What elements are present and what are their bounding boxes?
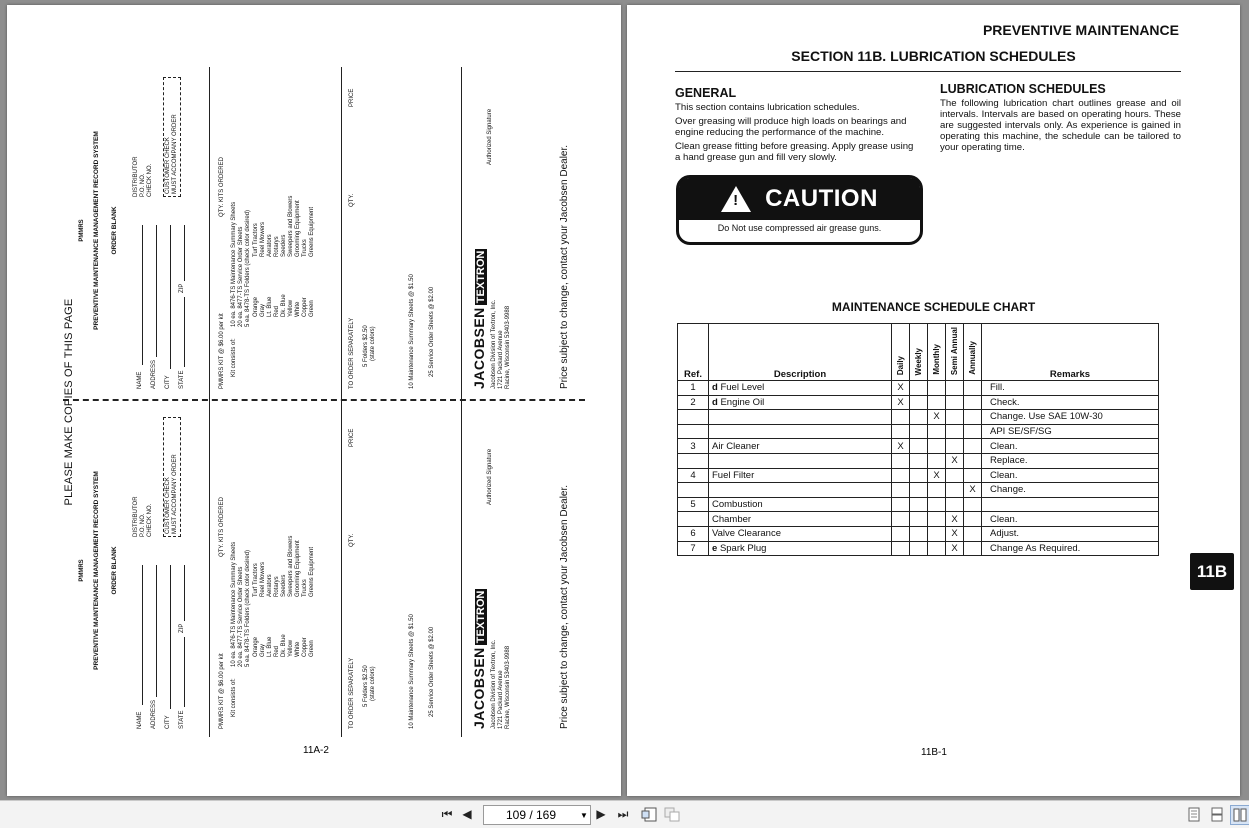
address-line-3: Racine, Wisconsin 53403-9988: [505, 645, 511, 729]
machine-item: Rotarys: [274, 236, 280, 257]
kit-item-1: 10 ea. 8476-TS Maintenance Summary Sheets: [231, 541, 237, 667]
check-note-2: MUST ACCOMPANY ORDER: [172, 454, 178, 534]
address-line-1: Jacobsen Division of Textron, Inc.: [491, 299, 497, 389]
form-copy-b: [63, 64, 585, 397]
running-header: PREVENTIVE MAINTENANCE: [982, 22, 1179, 38]
two-page-view-icon[interactable]: [1230, 805, 1249, 825]
machine-item: Aerators: [267, 234, 273, 257]
section-title: SECTION 11B. LUBRICATION SCHEDULES: [791, 48, 1076, 64]
name-field[interactable]: [137, 565, 143, 705]
table-row: [678, 453, 1159, 468]
summary-sheets-line: 10 Maintenance Summary Sheets @ $1.50: [409, 614, 415, 729]
table-row: [678, 526, 1159, 541]
color-item[interactable]: Red: [274, 305, 280, 317]
fit-page-icon[interactable]: [640, 805, 658, 823]
check-note-1: CUSTOMER CHECK: [165, 137, 171, 194]
cell-monthly: [928, 526, 946, 541]
system-title: PREVENTIVE MAINTENANCE MANAGEMENT RECORD SYSTEM: [93, 131, 100, 330]
cell-annual: X: [964, 483, 982, 498]
viewer-toolbar: [0, 800, 1249, 828]
cell-daily: X: [892, 439, 910, 454]
machine-item: Trucks: [302, 579, 308, 597]
cell-ref: [678, 424, 709, 439]
cell-weekly: [910, 381, 928, 396]
caution-box: [676, 175, 923, 245]
kit-consists-label: Kit consists of:: [231, 678, 237, 717]
color-item[interactable]: Gray: [260, 643, 266, 657]
program-label: PMMRS: [79, 559, 85, 582]
cell-monthly: [928, 439, 946, 454]
cell-annual: [964, 512, 982, 527]
cell-desc-text: Fuel Filter: [712, 469, 755, 481]
cell-ref: [678, 483, 709, 498]
kit-item-3: 5 ea. 8478-TS Folders (check color desired): [245, 549, 251, 667]
lube-heading: LUBRICATION SCHEDULES: [940, 82, 1106, 96]
caution-header: [679, 178, 920, 220]
cell-daily: X: [892, 381, 910, 396]
chart-title: MAINTENANCE SCHEDULE CHART: [831, 300, 1036, 314]
address-line-2: 1721 Packard Avenue: [498, 670, 504, 729]
divider-line: [341, 67, 342, 737]
cell-daily: [892, 468, 910, 483]
color-item[interactable]: Yellow: [288, 299, 294, 317]
cell-semi: [946, 381, 964, 396]
table-row: [678, 468, 1159, 483]
cell-remarks: Clean.: [982, 468, 1159, 483]
table-row: [678, 424, 1159, 439]
cell-monthly: [928, 395, 946, 410]
cell-semi: [946, 395, 964, 410]
caution-title: CAUTION: [765, 185, 878, 212]
signature-label: Authorized Signature: [487, 108, 493, 165]
cell-annual: [964, 541, 982, 556]
cell-weekly: [910, 526, 928, 541]
service-sheets-line: 25 Service Order Sheets @ $2.00: [429, 626, 435, 717]
cell-description: [709, 497, 892, 512]
caution-message: Do Not use compressed air grease guns.: [717, 223, 882, 233]
jacobsen-logo: JACOBSENTEXTRON: [471, 590, 487, 729]
table-row: [678, 381, 1159, 396]
machine-item: Sweepers and Blowers: [288, 535, 294, 597]
cell-weekly: [910, 424, 928, 439]
general-heading: GENERAL: [675, 86, 737, 100]
address-line-2: 1721 Packard Avenue: [498, 330, 504, 389]
color-item[interactable]: Gray: [260, 303, 266, 317]
general-paragraph-1: This section contains lubrication schedules.: [675, 102, 860, 113]
cell-ref: 6: [678, 526, 709, 541]
address-field-label: ADDRESS: [151, 359, 157, 389]
cell-semi: [946, 439, 964, 454]
cell-daily: [892, 453, 910, 468]
address-field[interactable]: [151, 565, 157, 697]
cell-description: [709, 381, 892, 396]
color-item[interactable]: Dk. Blue: [281, 634, 287, 657]
page-value: 109 / 169: [505, 808, 557, 822]
cell-ref: 7: [678, 541, 709, 556]
cell-ref: 4: [678, 468, 709, 483]
order-form-rotated: [63, 67, 585, 737]
color-item[interactable]: Yellow: [288, 639, 294, 657]
cell-desc-prefix: d: [712, 382, 718, 394]
kit-consists-label: Kit consists of:: [231, 338, 237, 377]
divider-line: [461, 67, 462, 737]
state-field[interactable]: [179, 637, 185, 707]
maintenance-schedule-table: [677, 323, 1159, 556]
color-item[interactable]: White: [295, 641, 301, 657]
state-field-label: STATE: [179, 710, 185, 729]
order-blank-title: ORDER BLANK: [111, 206, 118, 255]
summary-sheets-line: 10 Maintenance Summary Sheets @ $1.50: [409, 274, 415, 389]
col-remarks: Remarks: [982, 324, 1159, 381]
table-body: [678, 381, 1159, 556]
cell-daily: [892, 497, 910, 512]
order-separately-label: TO ORDER SEPARATELY: [349, 657, 355, 729]
cell-weekly: [910, 541, 928, 556]
price-notice: Price subject to change, contact your Jacobsen Dealer.: [559, 144, 570, 389]
distributor-label: DISTRIBUTOR: [133, 156, 139, 197]
cell-remarks: Change. Use SAE 10W-30: [982, 410, 1159, 425]
zip-field[interactable]: [179, 225, 185, 281]
cell-description: [709, 395, 892, 410]
col-description: Description: [709, 324, 892, 381]
cell-daily: [892, 483, 910, 498]
fit-width-icon[interactable]: [663, 805, 681, 823]
cell-description: [709, 410, 892, 425]
color-item[interactable]: Orange: [253, 296, 259, 317]
cell-daily: [892, 526, 910, 541]
check-label: CHECK NO.: [147, 163, 153, 197]
color-item[interactable]: Lt. Blue: [267, 636, 273, 657]
machine-item: Sweepers and Blowers: [288, 195, 294, 257]
cell-ref: [678, 512, 709, 527]
kit-item-2: 20 ea. 8477-TS Service Order Sheets: [238, 226, 244, 327]
zip-field-label: ZIP: [179, 623, 185, 633]
cell-desc-text: Chamber: [712, 513, 752, 525]
cell-remarks: API SE/SF/SG: [982, 424, 1159, 439]
next-page-icon[interactable]: ▶: [596, 807, 606, 821]
col-weekly: Weekly: [910, 324, 928, 381]
program-label: PMMRS: [79, 219, 85, 242]
cell-annual: [964, 424, 982, 439]
system-title: PREVENTIVE MAINTENANCE MANAGEMENT RECORD SYSTEM: [93, 471, 100, 670]
state-field[interactable]: [179, 297, 185, 367]
cell-ref: 3: [678, 439, 709, 454]
col-annually: Annually: [964, 324, 982, 381]
kit-item-1: 10 ea. 8476-TS Maintenance Summary Sheets: [231, 201, 237, 327]
form-copy-a: [63, 404, 585, 737]
po-label: P.O. NO.: [140, 513, 146, 537]
machine-item: Rotarys: [274, 576, 280, 597]
folders-note: (state colors): [370, 666, 376, 701]
cell-weekly: [910, 512, 928, 527]
cell-monthly: [928, 453, 946, 468]
machine-list: [253, 196, 316, 257]
machine-item: Grooming Equipment: [295, 540, 301, 597]
order-blank-title: ORDER BLANK: [111, 546, 118, 595]
machine-item: Seeders: [281, 574, 287, 597]
name-field-label: NAME: [137, 711, 143, 729]
cell-annual: [964, 497, 982, 512]
cell-monthly: [928, 483, 946, 498]
machine-item: Greens Equipment: [309, 206, 315, 257]
col-ref: Ref.: [678, 324, 709, 381]
machine-list: [253, 536, 316, 597]
color-item[interactable]: Orange: [253, 636, 259, 657]
cell-description: [709, 468, 892, 483]
general-body: [675, 102, 917, 163]
cell-weekly: [910, 439, 928, 454]
title-rule: [675, 71, 1181, 72]
cell-semi: X: [946, 453, 964, 468]
cell-annual: [964, 439, 982, 454]
page-selector[interactable]: [483, 805, 591, 825]
machine-item: Reel Mowers: [260, 561, 266, 597]
machine-item: Grooming Equipment: [295, 200, 301, 257]
city-field[interactable]: [165, 565, 171, 709]
cell-remarks: Change.: [982, 483, 1159, 498]
color-item[interactable]: Copper: [302, 297, 308, 317]
cell-semi: [946, 410, 964, 425]
zip-field[interactable]: [179, 565, 185, 621]
address-line-3: Racine, Wisconsin 53403-9988: [505, 305, 511, 389]
order-separately-label: TO ORDER SEPARATELY: [349, 317, 355, 389]
zip-field-label: ZIP: [179, 283, 185, 293]
cell-semi: X: [946, 541, 964, 556]
cell-monthly: X: [928, 468, 946, 483]
color-item[interactable]: Dk. Blue: [281, 294, 287, 317]
last-page-icon[interactable]: ⏭: [617, 806, 629, 821]
cell-remarks: Clean.: [982, 512, 1159, 527]
cell-remarks: Clean.: [982, 439, 1159, 454]
address-line-1: Jacobsen Division of Textron, Inc.: [491, 639, 497, 729]
cell-weekly: [910, 483, 928, 498]
cell-desc-text: Valve Clearance: [712, 528, 782, 540]
warning-icon: !: [721, 186, 751, 212]
kit-item-3: 5 ea. 8478-TS Folders (check color desired): [245, 209, 251, 327]
cell-daily: [892, 410, 910, 425]
cell-weekly: [910, 497, 928, 512]
color-item[interactable]: Green: [309, 640, 315, 657]
kit-item-2: 20 ea. 8477-TS Service Order Sheets: [238, 566, 244, 667]
folders-line: 5 Folders $2.50: [363, 665, 369, 707]
cut-line: [63, 399, 585, 401]
check-notice: [163, 417, 181, 537]
city-field-label: CITY: [165, 715, 171, 729]
lube-paragraph: The following lubrication chart outlines grease and oil intervals. Intervals are based on operating hours. These are suggested intervals only. As experience is gained in operating this machine, the schedule can be tailored to your operating time.: [940, 98, 1181, 153]
state-field-label: STATE: [179, 370, 185, 389]
color-item[interactable]: White: [295, 301, 301, 317]
first-page-icon[interactable]: ⏮: [441, 806, 453, 821]
machine-item: Trucks: [302, 239, 308, 257]
color-item[interactable]: Red: [274, 645, 280, 657]
cell-monthly: [928, 497, 946, 512]
col-daily: Daily: [892, 324, 910, 381]
cell-annual: [964, 468, 982, 483]
color-list: [253, 634, 316, 657]
table-row: [678, 439, 1159, 454]
machine-item: Aerators: [267, 574, 273, 597]
cell-remarks: Adjust.: [982, 526, 1159, 541]
cell-annual: [964, 381, 982, 396]
cell-annual: [964, 410, 982, 425]
continuous-view-icon[interactable]: [1209, 805, 1225, 823]
machine-item: Turf Tractors: [253, 563, 259, 597]
cell-monthly: [928, 541, 946, 556]
cell-annual: [964, 395, 982, 410]
distributor-label: DISTRIBUTOR: [133, 496, 139, 537]
cell-desc-prefix: d: [712, 396, 718, 408]
cell-remarks: Fill.: [982, 381, 1159, 396]
cell-desc-prefix: e: [712, 542, 718, 554]
chevron-down-icon[interactable]: ▼: [580, 810, 588, 820]
folders-line: 5 Folders $2.50: [363, 325, 369, 367]
table-row: [678, 483, 1159, 498]
table-row: [678, 410, 1159, 425]
color-item[interactable]: Lt. Blue: [267, 296, 273, 317]
col-monthly: Monthly: [928, 324, 946, 381]
cell-daily: [892, 424, 910, 439]
qty-kits-label: QTY. KITS ORDERED: [219, 497, 225, 557]
machine-item: Turf Tractors: [253, 223, 259, 257]
cell-description: [709, 541, 892, 556]
check-label: CHECK NO.: [147, 503, 153, 537]
divider-line: [209, 67, 210, 737]
check-note-1: CUSTOMER CHECK: [165, 477, 171, 534]
service-sheets-line: 25 Service Order Sheets @ $2.00: [429, 286, 435, 377]
name-field-label: NAME: [137, 371, 143, 389]
table-header-row: [678, 324, 1159, 381]
cell-semi: [946, 497, 964, 512]
price-label: PRICE: [349, 428, 355, 447]
table-row: [678, 541, 1159, 556]
color-list: [253, 294, 316, 317]
color-item[interactable]: Green: [309, 300, 315, 317]
color-item[interactable]: Copper: [302, 637, 308, 657]
cell-semi: X: [946, 526, 964, 541]
cell-description: [709, 453, 892, 468]
cell-daily: X: [892, 395, 910, 410]
cell-annual: [964, 453, 982, 468]
price-label: PRICE: [349, 88, 355, 107]
page-11b-1: [627, 5, 1240, 796]
name-field[interactable]: [137, 225, 143, 365]
cell-remarks: Replace.: [982, 453, 1159, 468]
cell-monthly: X: [928, 410, 946, 425]
cell-monthly: [928, 381, 946, 396]
cell-description: [709, 512, 892, 527]
cell-weekly: [910, 453, 928, 468]
cell-daily: [892, 541, 910, 556]
copies-banner: PLEASE MAKE COPIES OF THIS PAGE: [63, 298, 75, 506]
cell-monthly: [928, 424, 946, 439]
cell-desc-text: Combustion: [712, 499, 763, 511]
price-notice: Price subject to change, contact your Jacobsen Dealer.: [559, 484, 570, 729]
cell-ref: [678, 453, 709, 468]
cell-description: [709, 424, 892, 439]
cell-annual: [964, 526, 982, 541]
cell-description: [709, 439, 892, 454]
machine-item: Seeders: [281, 234, 287, 257]
section-tab: 11B: [1190, 553, 1234, 590]
check-notice: [163, 77, 181, 197]
jacobsen-logo: JACOBSENTEXTRON: [471, 250, 487, 389]
cell-weekly: [910, 395, 928, 410]
page-number-left: 11A-2: [303, 745, 329, 756]
page-11a-2: [7, 5, 621, 796]
qty-label: QTY.: [349, 533, 355, 547]
cell-desc-text: Air Cleaner: [712, 440, 760, 452]
cell-monthly: [928, 512, 946, 527]
cell-semi: [946, 483, 964, 498]
machine-item: Greens Equipment: [309, 546, 315, 597]
cell-desc-text: Engine Oil: [720, 396, 765, 408]
machine-item: Reel Mowers: [260, 221, 266, 257]
po-label: P.O. NO.: [140, 173, 146, 197]
address-field-label: ADDRESS: [151, 699, 157, 729]
cell-semi: [946, 468, 964, 483]
cell-weekly: [910, 410, 928, 425]
cell-ref: 5: [678, 497, 709, 512]
cell-semi: [946, 424, 964, 439]
qty-label: QTY.: [349, 193, 355, 207]
kit-price-line: PMMRS KIT @ $6.00 per kit: [219, 313, 225, 389]
table-row: [678, 395, 1159, 410]
cell-ref: 1: [678, 381, 709, 396]
cell-description: [709, 526, 892, 541]
city-field[interactable]: [165, 225, 171, 369]
page-number-right: 11B-1: [921, 747, 947, 758]
city-field-label: CITY: [165, 375, 171, 389]
cell-ref: [678, 410, 709, 425]
cell-description: [709, 483, 892, 498]
general-paragraph-2: Over greasing will produce high loads on bearings and engine reducing the performance of the machine.: [675, 116, 907, 138]
cell-weekly: [910, 468, 928, 483]
general-paragraph-3: Clean grease fitting before greasing. Apply grease using a hand grease gun and fill very slowly.: [675, 141, 914, 163]
prev-page-icon[interactable]: ◀: [462, 807, 472, 821]
cell-desc-text: Spark Plug: [719, 542, 767, 554]
check-note-2: MUST ACCOMPANY ORDER: [172, 114, 178, 194]
table-row: [678, 512, 1159, 527]
cell-semi: X: [946, 512, 964, 527]
folders-note: (state colors): [370, 326, 376, 361]
signature-label: Authorized Signature: [487, 448, 493, 505]
kit-price-line: PMMRS KIT @ $6.00 per kit: [219, 653, 225, 729]
address-field[interactable]: [151, 225, 157, 357]
cell-remarks: Check.: [982, 395, 1159, 410]
col-semi-annual: Semi Annual: [946, 324, 964, 381]
cell-ref: 2: [678, 395, 709, 410]
cell-remarks: Change As Required.: [982, 541, 1159, 556]
cell-daily: [892, 512, 910, 527]
table-row: [678, 497, 1159, 512]
qty-kits-label: QTY. KITS ORDERED: [219, 157, 225, 217]
single-page-view-icon[interactable]: [1186, 805, 1202, 823]
cell-remarks: [982, 497, 1159, 512]
cell-desc-text: Fuel Level: [720, 382, 765, 394]
